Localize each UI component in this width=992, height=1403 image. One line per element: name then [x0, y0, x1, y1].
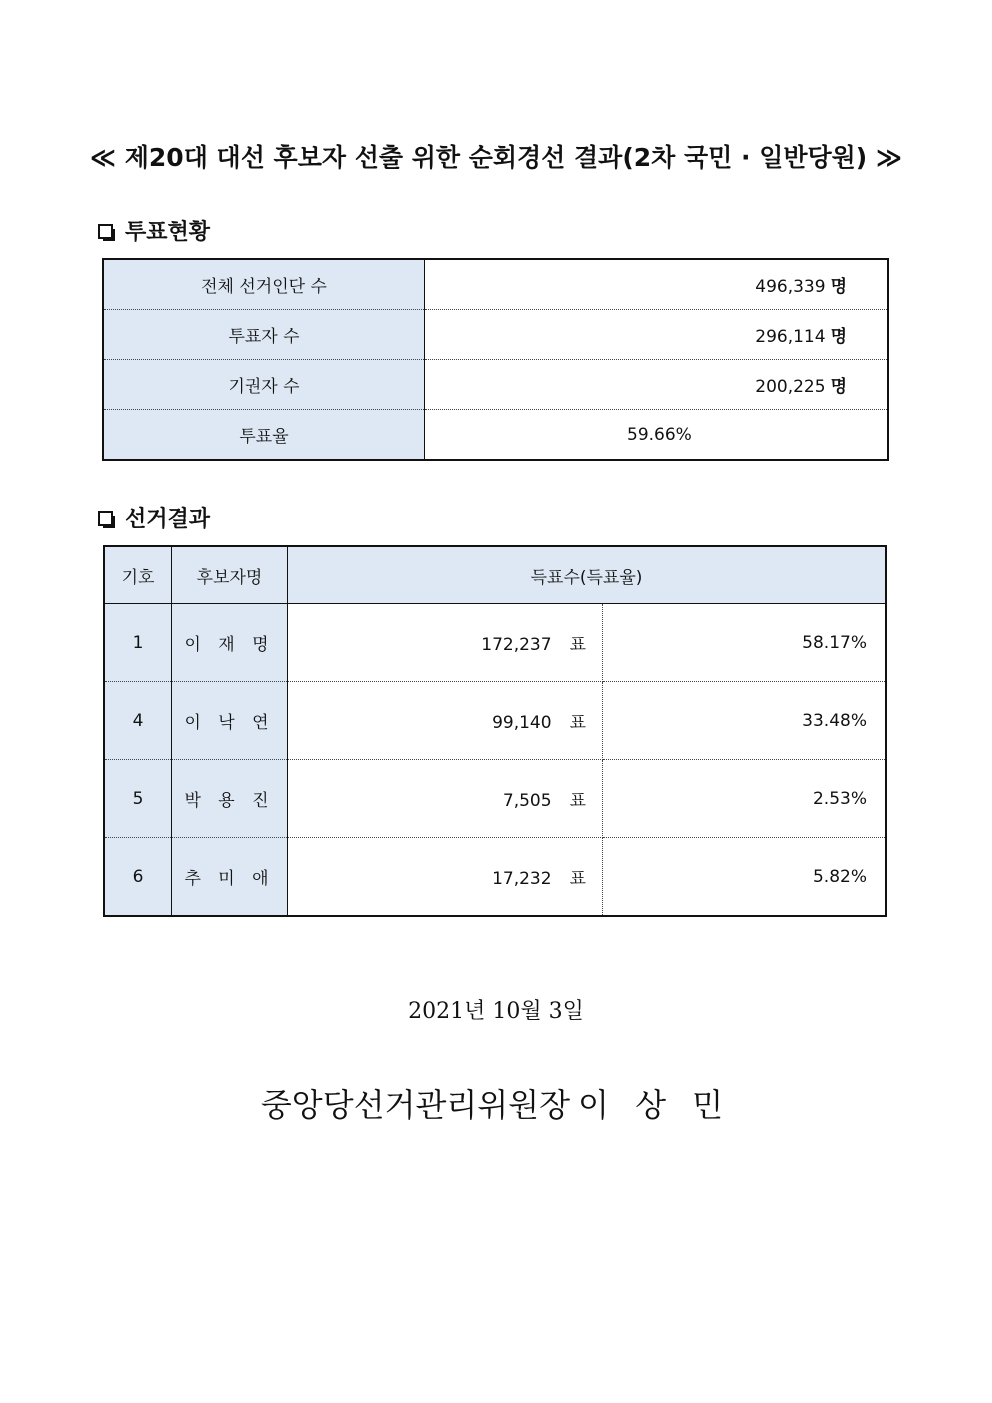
- candidate-number: 5: [104, 760, 172, 838]
- candidate-votes: [288, 838, 603, 917]
- votes-text: 17,232: [492, 869, 552, 889]
- candidate-name: 추 미 애: [172, 838, 288, 917]
- votes-text: 99,140: [492, 713, 552, 733]
- candidate-name: 이 재 명: [172, 604, 288, 682]
- table-row: [103, 410, 888, 461]
- candidate-votes: [288, 682, 603, 760]
- votes-text: 172,237: [481, 635, 552, 655]
- status-heading-text: 투표현황: [125, 220, 211, 245]
- value-text: 496,339: [755, 277, 826, 297]
- vote-unit: 표: [569, 635, 586, 655]
- candidate-number: 4: [104, 682, 172, 760]
- signature-org: 중앙당선거관리위원장: [260, 1086, 571, 1124]
- table-row: [104, 838, 886, 917]
- row-value: [425, 259, 889, 310]
- candidate-percent: 33.48%: [603, 682, 887, 760]
- status-section-heading: [98, 215, 210, 246]
- candidate-name: 박 용 진: [172, 760, 288, 838]
- header-name: 후보자명: [172, 546, 288, 604]
- row-label: 전체 선거인단 수: [103, 259, 425, 310]
- row-value: [425, 410, 889, 461]
- checkbox-bullet-icon: [98, 224, 113, 239]
- candidate-name: 이 낙 연: [172, 682, 288, 760]
- table-row: [103, 360, 888, 410]
- vote-unit: 표: [569, 791, 586, 811]
- candidate-number: 1: [104, 604, 172, 682]
- unit-text: 명: [830, 377, 847, 397]
- value-text: 200,225: [755, 377, 826, 397]
- table-row: [104, 682, 886, 760]
- candidate-percent: 5.82%: [812, 866, 867, 887]
- candidate-number: 6: [104, 838, 172, 917]
- header-votes: 득표수(득표율): [288, 546, 887, 604]
- result-heading-text: 선거결과: [125, 507, 211, 532]
- document-date: 2021년 10월 3일: [408, 999, 584, 1024]
- signature-line: [0, 1080, 992, 1126]
- vote-unit: 표: [569, 869, 586, 889]
- unit-text: 명: [830, 327, 847, 347]
- table-row: [104, 604, 886, 682]
- table-row: [104, 760, 886, 838]
- votes-text: 7,505: [502, 791, 552, 811]
- candidate-percent: 58.17%: [603, 604, 887, 682]
- header-row: [104, 546, 886, 604]
- row-value: [425, 310, 889, 360]
- header-number: 기호: [104, 546, 172, 604]
- result-section-heading: [98, 502, 210, 533]
- value-text: 296,114: [755, 327, 826, 347]
- candidate-percent: 2.53%: [603, 760, 887, 838]
- value-text: 59.66%: [627, 424, 692, 445]
- document-title: ≪ 제20대 대선 후보자 선출 위한 순회경선 결과(2차 국민 · 일반당원) ≫: [89, 143, 903, 172]
- row-value: [425, 360, 889, 410]
- checkbox-bullet-icon: [98, 511, 113, 526]
- table-row: [103, 259, 888, 310]
- voting-status-table: [102, 258, 889, 461]
- signature-name: 이 상 민: [578, 1086, 732, 1124]
- vote-unit: 표: [569, 713, 586, 733]
- row-label: 기권자 수: [103, 360, 425, 410]
- row-label: 투표율: [103, 410, 425, 461]
- unit-text: 명: [830, 277, 847, 297]
- candidate-votes: [288, 604, 603, 682]
- candidate-votes: [288, 760, 603, 838]
- election-result-table: [103, 545, 887, 917]
- table-row: [103, 310, 888, 360]
- row-label: 투표자 수: [103, 310, 425, 360]
